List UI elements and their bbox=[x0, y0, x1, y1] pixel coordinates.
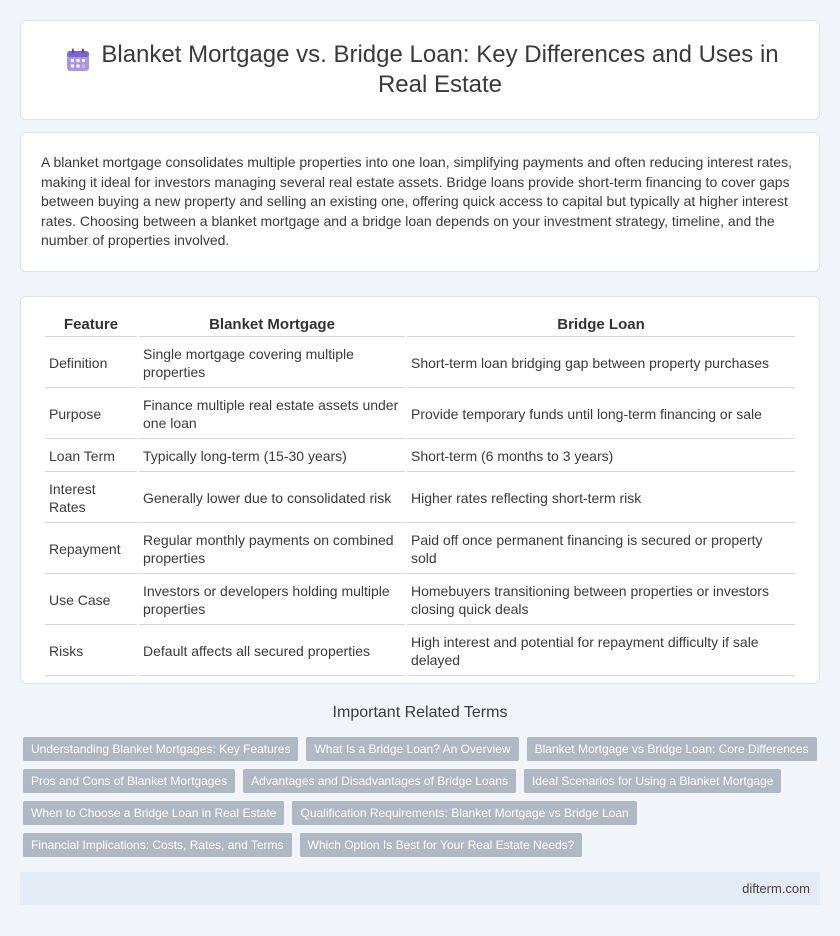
blanket-cell: Finance multiple real estate assets under one loan bbox=[139, 390, 405, 439]
tag-row bbox=[23, 833, 823, 857]
feature-cell: Definition bbox=[45, 339, 137, 388]
related-term-tag[interactable]: Blanket Mortgage vs Bridge Loan: Core Differences bbox=[527, 737, 817, 761]
header-card bbox=[20, 20, 820, 120]
intro-card bbox=[20, 132, 820, 272]
comparison-table-card bbox=[20, 296, 820, 684]
related-term-tag[interactable]: Understanding Blanket Mortgages: Key Features bbox=[23, 737, 298, 761]
feature-cell: Interest Rates bbox=[45, 474, 137, 523]
related-term-tag[interactable]: Advantages and Disadvantages of Bridge Loans bbox=[243, 769, 516, 793]
feature-cell: Loan Term bbox=[45, 441, 137, 472]
related-term-tag[interactable]: When to Choose a Bridge Loan in Real Estate bbox=[23, 801, 284, 825]
feature-cell: Purpose bbox=[45, 390, 137, 439]
blanket-cell: Typically long-term (15-30 years) bbox=[139, 441, 405, 472]
feature-cell: Risks bbox=[45, 627, 137, 676]
related-term-tag[interactable]: Ideal Scenarios for Using a Blanket Mortgage bbox=[524, 769, 781, 793]
bridge-cell: Higher rates reflecting short-term risk bbox=[407, 474, 795, 523]
bridge-cell: Short-term (6 months to 3 years) bbox=[407, 441, 795, 472]
related-term-tag[interactable]: Which Option Is Best for Your Real Estate Needs? bbox=[300, 833, 583, 857]
table-row bbox=[45, 441, 795, 472]
table-row bbox=[45, 627, 795, 676]
page-title: Blanket Mortgage vs. Bridge Loan: Key Differences and Uses in Real Estate bbox=[101, 41, 779, 98]
bridge-cell: Provide temporary funds until long-term financing or sale bbox=[407, 390, 795, 439]
intro-paragraph: A blanket mortgage consolidates multiple properties into one loan, simplifying payments and often reducing interest rates, making it ideal for investors managing several real estate assets. Bridge loans provide short-term financing to cover gaps between buying a new property and selling an existing one, offering quick access to capital but typically at higher interest rates. Choosing between a blanket mortgage and a bridge loan depends on your investment strategy, timeline, and the number of properties involved. bbox=[41, 154, 792, 248]
feature-cell: Repayment bbox=[45, 525, 137, 574]
header-bridge-loan: Bridge Loan bbox=[407, 313, 795, 337]
header-feature: Feature bbox=[45, 313, 137, 337]
bridge-cell: Short-term loan bridging gap between property purchases bbox=[407, 339, 795, 388]
table-row bbox=[45, 390, 795, 439]
footer-site-link[interactable]: difterm.com bbox=[742, 881, 810, 896]
footer-bar bbox=[20, 872, 820, 905]
bridge-cell: High interest and potential for repayment difficulty if sale delayed bbox=[407, 627, 795, 676]
blanket-cell: Single mortgage covering multiple properties bbox=[139, 339, 405, 388]
blanket-cell: Generally lower due to consolidated risk bbox=[139, 474, 405, 523]
blanket-cell: Regular monthly payments on combined properties bbox=[139, 525, 405, 574]
bridge-cell: Paid off once permanent financing is secured or property sold bbox=[407, 525, 795, 574]
related-terms-heading: Important Related Terms bbox=[332, 704, 508, 721]
table-row bbox=[45, 339, 795, 388]
related-term-tag[interactable]: What Is a Bridge Loan? An Overview bbox=[306, 737, 518, 761]
tag-row bbox=[23, 737, 823, 761]
bridge-cell: Homebuyers transitioning between properties or investors closing quick deals bbox=[407, 576, 795, 625]
tag-row bbox=[23, 801, 823, 825]
related-terms-tags bbox=[23, 737, 823, 865]
tag-row bbox=[23, 769, 823, 793]
comparison-table bbox=[43, 311, 797, 678]
blanket-cell: Investors or developers holding multiple properties bbox=[139, 576, 405, 625]
table-row bbox=[45, 525, 795, 574]
blanket-cell: Default affects all secured properties bbox=[139, 627, 405, 676]
related-term-tag[interactable]: Pros and Cons of Blanket Mortgages bbox=[23, 769, 235, 793]
related-term-tag[interactable]: Financial Implications: Costs, Rates, and Terms bbox=[23, 833, 292, 857]
table-row bbox=[45, 576, 795, 625]
related-term-tag[interactable]: Qualification Requirements: Blanket Mortgage vs Bridge Loan bbox=[292, 801, 636, 825]
header-blanket-mortgage: Blanket Mortgage bbox=[139, 313, 405, 337]
table-header-row bbox=[45, 313, 795, 337]
feature-cell: Use Case bbox=[45, 576, 137, 625]
table-row bbox=[45, 474, 795, 523]
